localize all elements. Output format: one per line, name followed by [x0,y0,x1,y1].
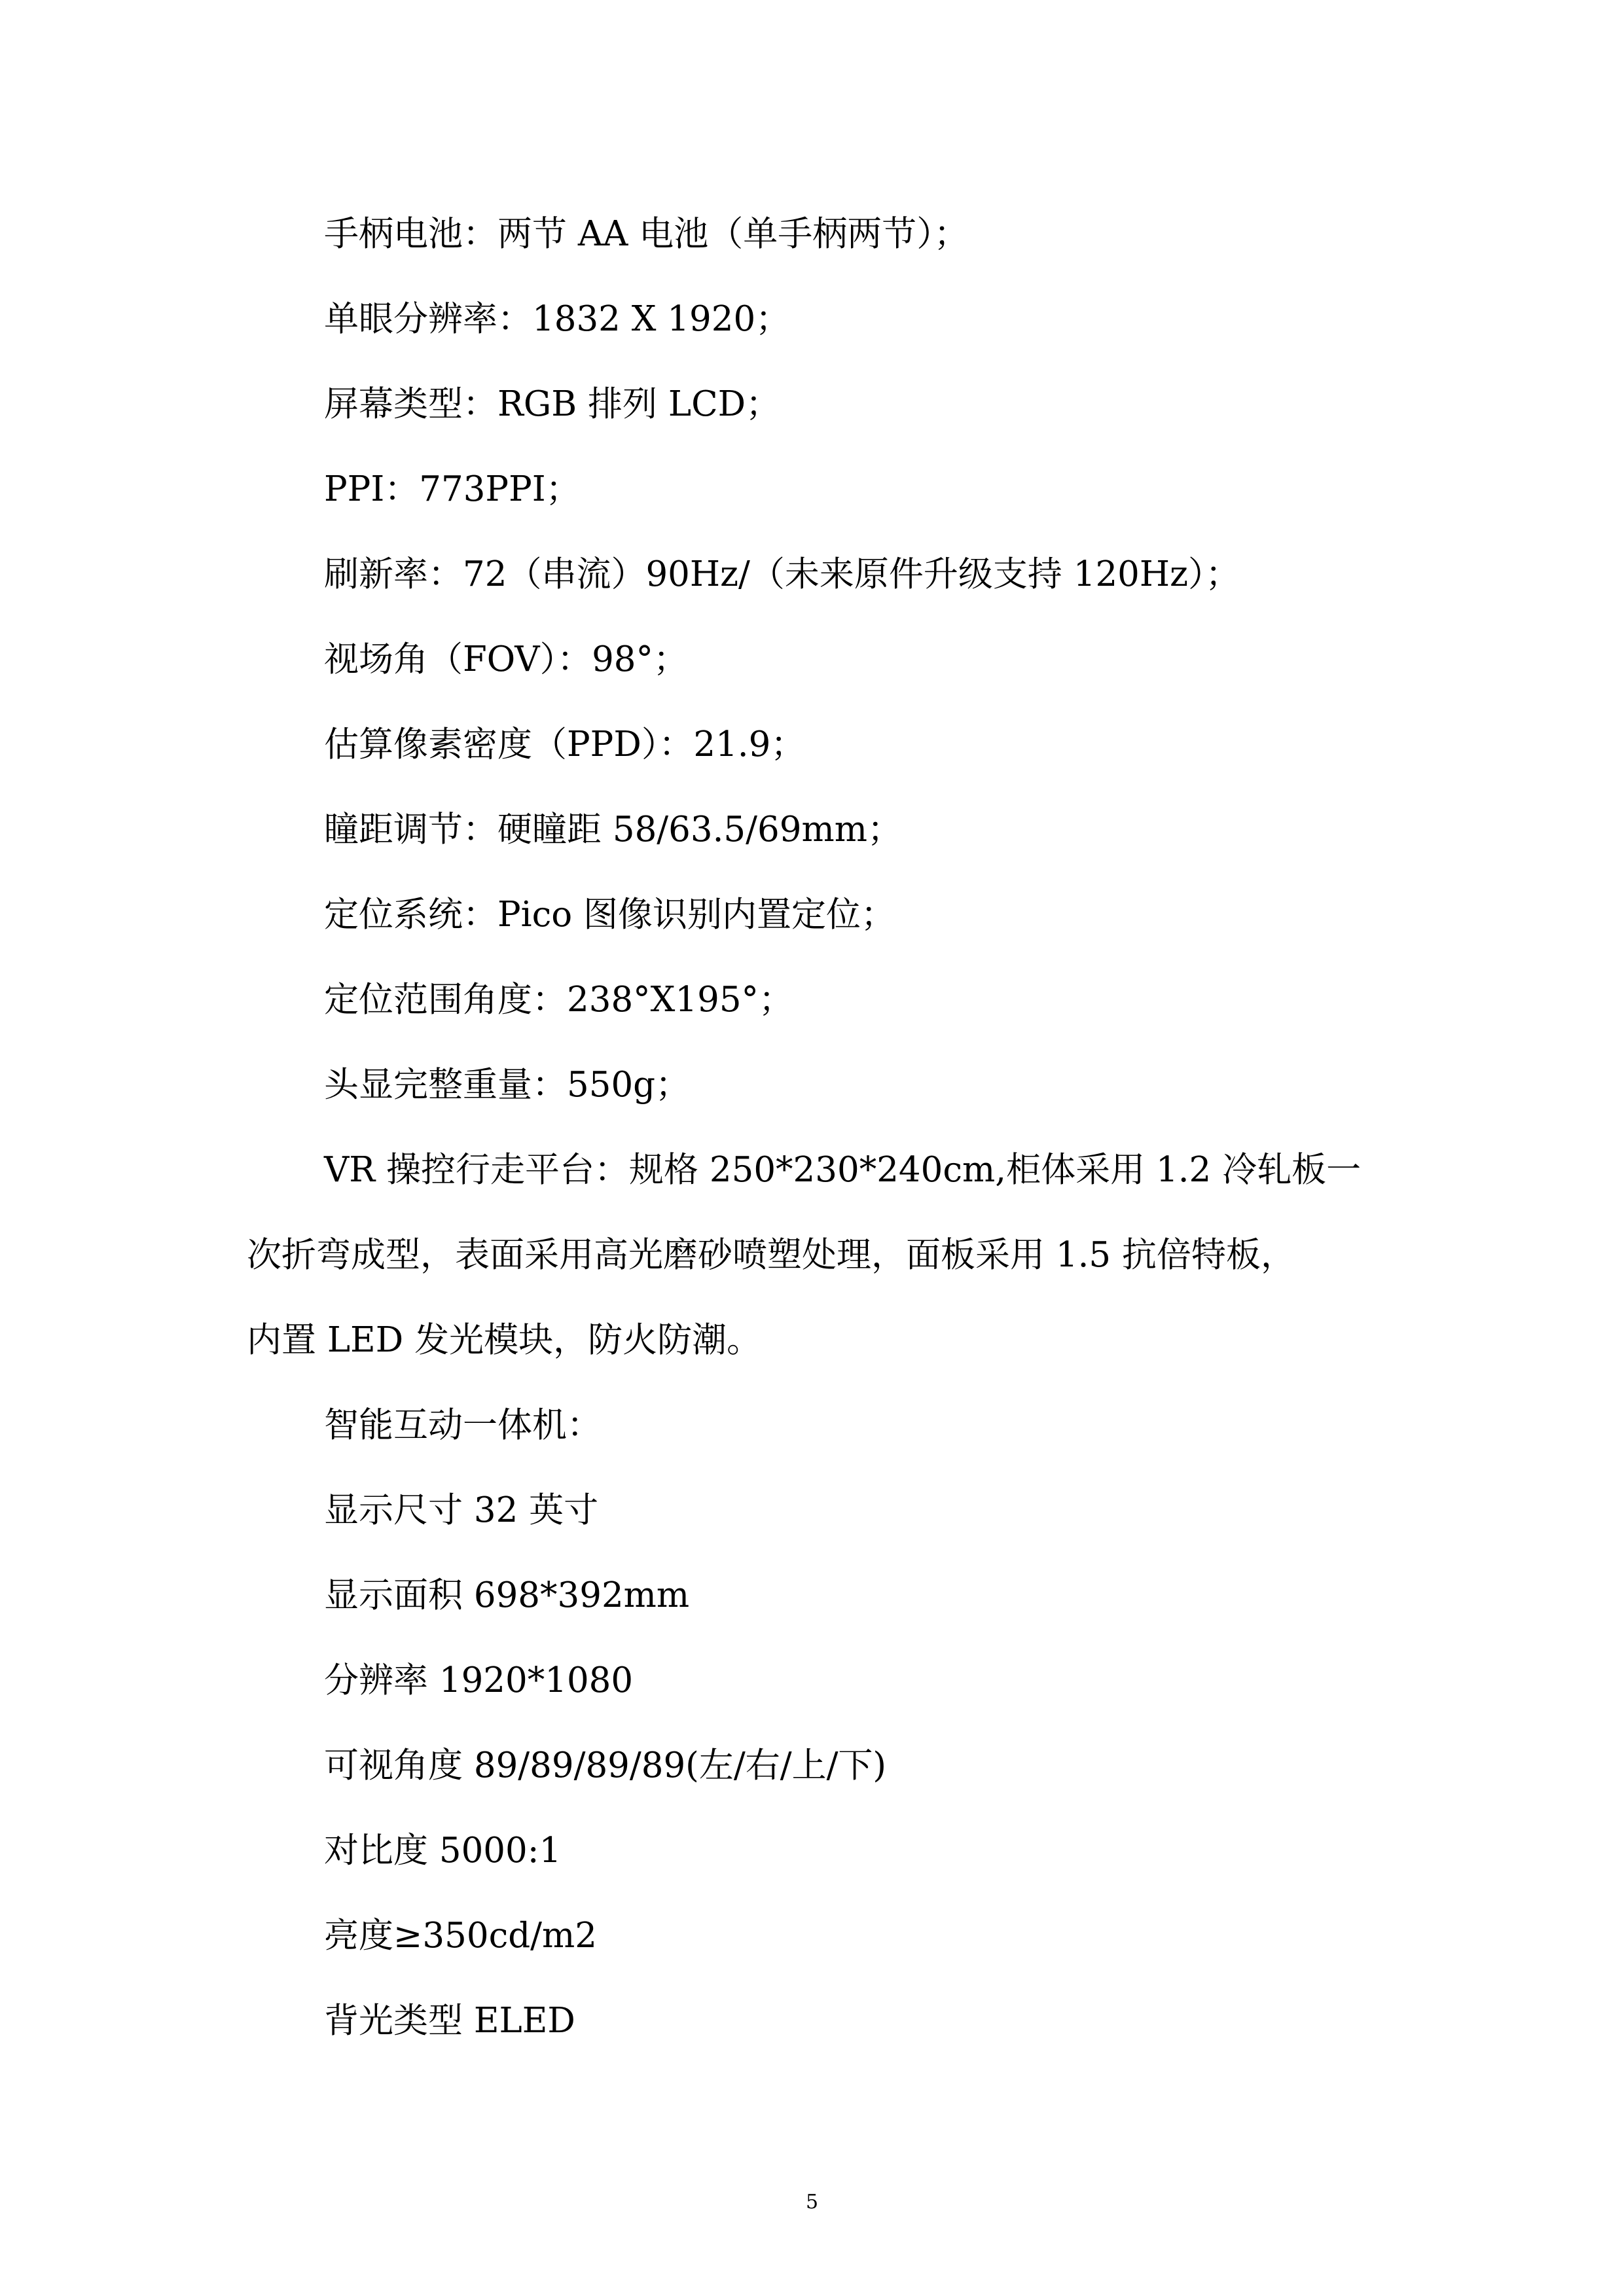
page-number: 5 [805,2191,819,2214]
spec-line: 屏幕类型：RGB 排列 LCD； [324,384,781,424]
section-heading: 智能互动一体机： [324,1405,602,1445]
paragraph-line: 内置 LED 发光模块，防火防潮。 [247,1320,762,1360]
paragraph-line: VR 操控行走平台：规格 250*230*240cm,柜体采用 1.2 冷轧板一 [324,1150,1362,1190]
spec-line: 显示面积 698*392mm [324,1575,690,1615]
spec-line: 刷新率：72（串流）90Hz/（未来原件升级支持 120Hz）； [324,554,1240,594]
spec-line: 视场角（FOV）：98°； [324,639,689,679]
spec-line: 估算像素密度（PPD）：21.9； [324,725,806,764]
spec-line: 单眼分辨率：1832 X 1920； [324,299,791,339]
spec-line: 手柄电池：两节 AA 电池（单手柄两节）； [324,214,969,254]
body-text [247,192,1386,2064]
spec-line: 亮度≥350cd/m2 [324,1916,598,1956]
spec-line: 可视角度 89/89/89/89(左/右/上/下) [324,1746,887,1785]
spec-line: 定位系统：Pico 图像识别内置定位； [324,895,896,935]
spec-line: 瞳距调节：硬瞳距 58/63.5/69mm； [324,810,902,850]
spec-line: 对比度 5000:1 [324,1831,562,1871]
spec-line: 显示尺寸 32 英寸 [324,1490,599,1530]
spec-line: 背光类型 ELED [324,2001,575,2041]
spec-line: PPI：773PPI； [324,469,581,509]
spec-line: 分辨率 1920*1080 [324,1660,634,1700]
paragraph-line: 次折弯成型，表面采用高光磨砂喷塑处理，面板采用 1.5 抗倍特板， [247,1235,1295,1275]
spec-line: 头显完整重量：550g； [324,1065,691,1105]
spec-line: 定位范围角度：238°X195°； [324,980,794,1020]
